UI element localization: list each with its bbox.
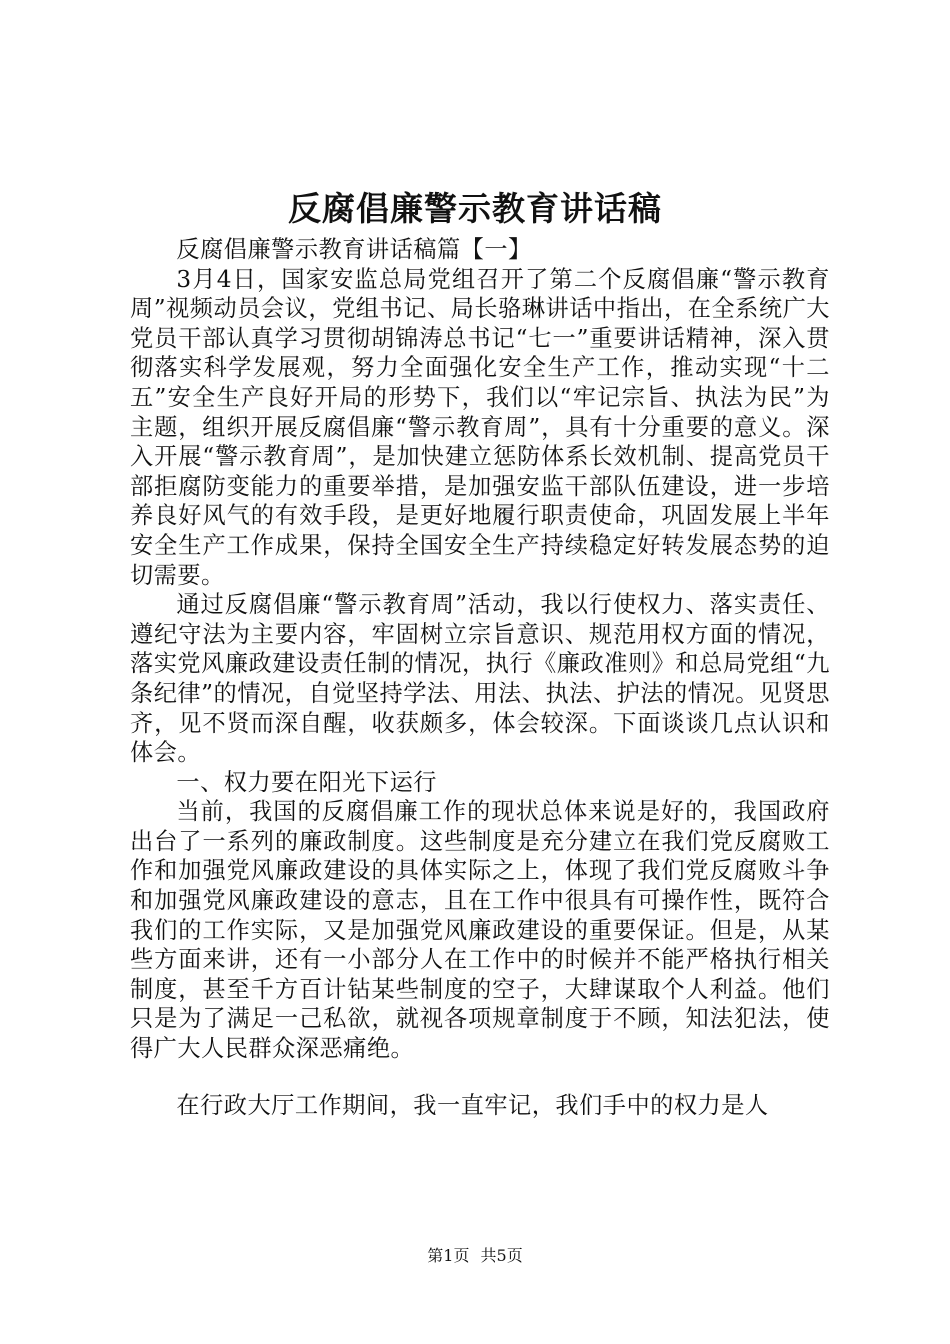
paragraph: 在行政大厅工作期间，我一直牢记，我们手中的权力是人 xyxy=(176,1091,769,1119)
page-footer xyxy=(0,1246,950,1266)
page-total: 共5页 xyxy=(480,1246,523,1265)
document-title: 反腐倡廉警示教育讲话稿 xyxy=(288,189,662,228)
paragraph: 通过反腐倡廉“警示教育周”活动，我以行使权力、落实责任、遵纪守法为主要内容，牢固树立宗旨意识、规范用权方面的情况，落实党风廉政建设责任制的情况，执行《廉政准则》和总局党组“九条纪律”的情况，自觉坚持学法、用法、执法、护法的情况。见贤思齐，见不贤而深自醒，收获颇多，体会较深。下面谈谈几点认识和体会。 xyxy=(130,591,830,767)
page-number: 第1页 xyxy=(427,1246,470,1265)
document-body xyxy=(130,235,830,1120)
paragraph: 3月4日，国家安监总局党组召开了第二个反腐倡廉“警示教育周”视频动员会议，党组书记、局长骆琳讲话中指出，在全系统广大党员干部认真学习贯彻胡锦涛总书记“七一”重要讲话精神，深入贯彻落实科学发展观，努力全面强化安全生产工作，推动实现“十二五”安全生产良好开局的形势下，我们以“牢记宗旨、执法为民”为主题，组织开展反腐倡廉“警示教育周”，具有十分重要的意义。深入开展“警示教育周”，是加快建立惩防体系长效机制、提高党员干部拒腐防变能力的重要举措，是加强安监干部队伍建设，进一步培养良好风气的有效手段，是更好地履行职责使命，巩固发展上半年安全生产工作成果，保持全国安全生产持续稳定好转发展态势的迫切需要。 xyxy=(130,265,830,589)
paragraph: 当前，我国的反腐倡廉工作的现状总体来说是好的，我国政府出台了一系列的廉政制度。这些制度是充分建立在我们党反腐败工作和加强党风廉政建设的具体实际之上，体现了我们党反腐败斗争和加强党风廉政建设的意志，且在工作中很具有可操作性，既符合我们的工作实际，又是加强党风廉政建设的重要保证。但是，从某些方面来讲，还有一小部分人在工作中的时候并不能严格执行相关制度，甚至千方百计钻某些制度的空子，大肆谋取个人利益。他们只是为了满足一己私欲，就视各项规章制度于不顾，知法犯法，使得广大人民群众深恶痛绝。 xyxy=(130,798,830,1063)
section-heading: 反腐倡廉警示教育讲话稿篇【一】 xyxy=(176,236,532,263)
section-heading: 一、权力要在阳光下运行 xyxy=(176,768,437,796)
